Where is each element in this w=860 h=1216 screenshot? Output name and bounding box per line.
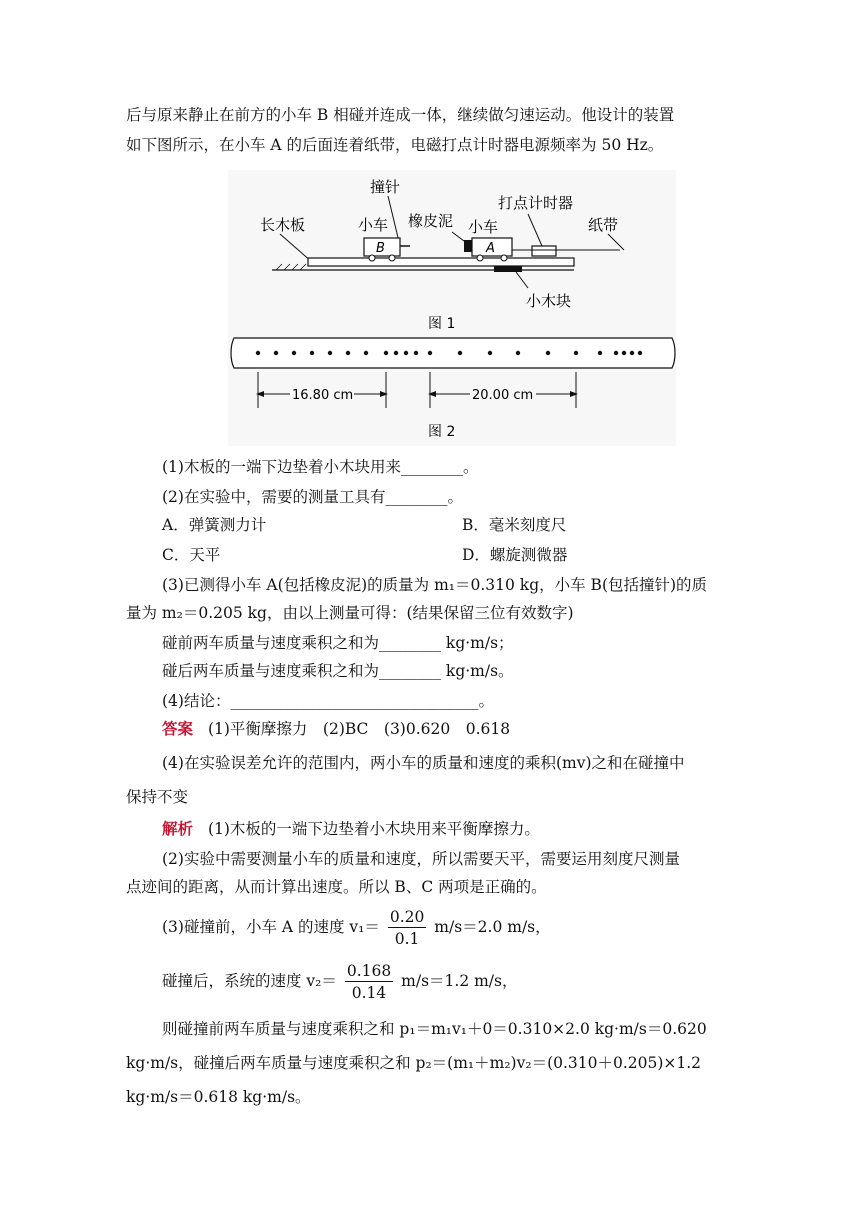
dot-timer [532, 246, 556, 256]
intro-line-1: 后与原来静止在前方的小车 B 相碰并连成一体，继续做匀速运动。他设计的装置 [126, 106, 675, 124]
v1-prefix: (3)碰撞前，小车 A 的速度 v₁＝ [162, 918, 380, 936]
v1-numerator: 0.20 [389, 907, 425, 926]
analysis-line-3: 点迹间的距离，从而计算出速度。所以 B、C 两项是正确的。 [126, 878, 547, 896]
p-line-3: kg·m/s＝0.618 kg·m/s。 [126, 1088, 311, 1106]
fig1-caption: 图 1 [428, 316, 456, 332]
v1-fraction [388, 907, 427, 950]
tape-dot [414, 351, 418, 355]
question-3-line-2: 量为 m₂＝0.205 kg，由以上测量可得：(结果保留三位有效数字) [126, 604, 574, 622]
v2-denominator: 0.14 [351, 983, 387, 1002]
p-line-1: 则碰撞前两车质量与速度乘积之和 p₁＝m₁v₁＋0＝0.310×2.0 kg·m/s＝0.620 [162, 1020, 707, 1038]
analysis-label: 解析 [162, 819, 194, 838]
v2-prefix: 碰撞后，系统的速度 v₂＝ [162, 972, 337, 990]
label-xiangpini: 橡皮泥 [408, 212, 454, 230]
cart-b-wheel [369, 255, 375, 261]
question-3-after: 碰后两车质量与速度乘积之和为________ kg·m/s。 [162, 662, 514, 680]
paper-tape [231, 338, 675, 368]
dim-label-2: 20.00 cm [472, 388, 534, 403]
label-changmuban: 长木板 [260, 216, 306, 234]
option-c: C．天平 [162, 546, 221, 564]
tape-dot [346, 351, 350, 355]
option-a: A．弹簧测力计 [162, 516, 267, 534]
fig2-caption: 图 2 [428, 424, 456, 440]
experiment-figure [228, 170, 676, 446]
answer-text-1: (1)平衡摩擦力 (2)BC (3)0.620 0.618 [207, 720, 511, 738]
analysis-line-2: (2)实验中需要测量小车的质量和速度，所以需要天平，需要运用刻度尺测量 [162, 850, 680, 868]
xiaomukuai-leader [516, 272, 528, 288]
label-xiaomukuai: 小木块 [526, 292, 572, 310]
v1-suffix: m/s＝2.0 m/s， [434, 918, 551, 936]
dadian-leader [528, 214, 542, 246]
label-xiaoche-a: 小车 [468, 218, 499, 236]
cart-a-letter: A [486, 241, 495, 256]
answer-line-2: (4)在实验误差允许的范围内，两小车的质量和速度的乘积(mv)之和在碰撞中 [162, 754, 685, 772]
tape-dot [546, 351, 550, 355]
long-board [308, 258, 574, 266]
tape-dot [364, 351, 368, 355]
cart-b-wheel [389, 255, 395, 261]
tape-dot [574, 351, 578, 355]
v1-formula [162, 904, 551, 950]
answer-line-1 [162, 718, 510, 740]
label-dadian: 打点计时器 [498, 194, 574, 212]
v2-suffix: m/s＝1.2 m/s， [401, 972, 518, 990]
tape-dot [274, 351, 278, 355]
tape-dot [614, 351, 618, 355]
small-wood-block [494, 266, 522, 272]
question-4: (4)结论：________________________________。 [162, 692, 494, 710]
changmuban-leader [280, 234, 312, 262]
tape-dot [292, 351, 296, 355]
tape-dot [394, 351, 398, 355]
dim-label-1: 16.80 cm [292, 388, 354, 403]
tape-dot [256, 351, 260, 355]
tape-dot [328, 351, 332, 355]
tape-dot [638, 351, 642, 355]
label-zhidai: 纸带 [588, 216, 619, 234]
question-3-before: 碰前两车质量与速度乘积之和为________ kg·m/s； [162, 634, 514, 652]
tape-dot [428, 351, 432, 355]
v2-formula [162, 958, 517, 1004]
tape-dot [598, 351, 602, 355]
cart-b-letter: B [376, 241, 385, 256]
answer-label: 答案 [162, 719, 194, 738]
question-3-line-1: (3)已测得小车 A(包括橡皮泥)的质量为 m₁＝0.310 kg，小车 B(包括撞针)的质 [162, 576, 708, 594]
tape-dot [384, 351, 388, 355]
tape-dot [310, 351, 314, 355]
label-zhenzhen: 撞针 [370, 178, 401, 196]
cart-a-wheel [477, 255, 483, 261]
tape-dot [488, 351, 492, 355]
putty [464, 240, 472, 252]
tape-dot [622, 351, 626, 355]
tape-dot [458, 351, 462, 355]
question-1: (1)木板的一端下边垫着小木块用来________。 [162, 458, 479, 476]
p-line-2: kg·m/s，碰撞后两车质量与速度乘积之和 p₂＝(m₁＋m₂)v₂＝(0.310＋0.205)×1.2 [126, 1054, 702, 1072]
cart-a-wheel [501, 255, 507, 261]
question-2: (2)在实验中，需要的测量工具有________。 [162, 488, 463, 506]
analysis-text-1: (1)木板的一端下边垫着小木块用来平衡摩擦力。 [207, 820, 540, 838]
label-xiaoche-b: 小车 [358, 216, 389, 234]
analysis-line-1 [162, 818, 540, 840]
v1-denominator: 0.1 [394, 929, 420, 948]
v2-fraction [345, 961, 393, 1004]
option-d: D．螺旋测微器 [462, 546, 568, 564]
answer-line-3: 保持不变 [126, 788, 189, 806]
tape-dot [630, 351, 634, 355]
v2-numerator: 0.168 [346, 961, 392, 980]
tape-dot [404, 351, 408, 355]
option-b: B．毫米刻度尺 [462, 516, 567, 534]
zhidai-leader [608, 234, 624, 250]
tape-dot [516, 351, 520, 355]
ground-hatching [276, 264, 306, 270]
intro-line-2: 如下图所示，在小车 A 的后面连着纸带，电磁打点计时器电源频率为 50 Hz。 [126, 136, 664, 154]
